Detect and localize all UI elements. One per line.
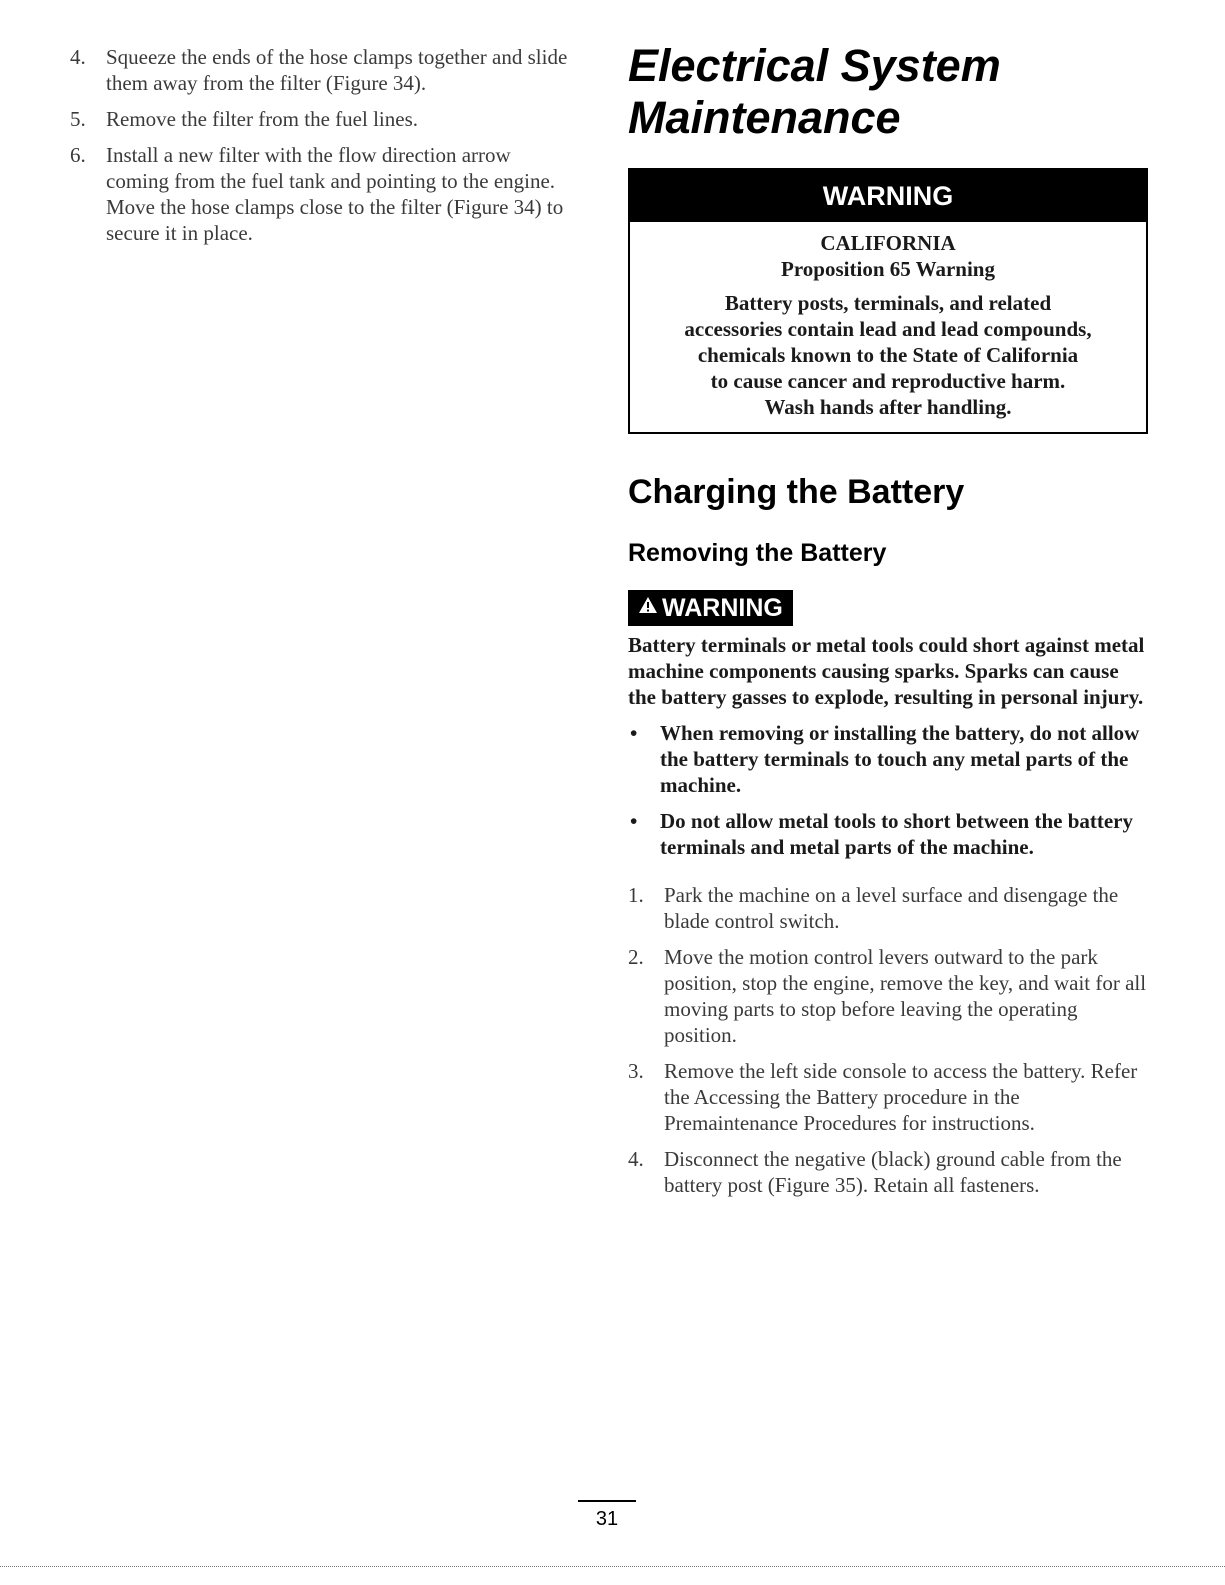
list-item: 4. Squeeze the ends of the hose clamps together and slide them away from the filter (Figure 34). [70, 45, 568, 95]
left-column [70, 44, 575, 256]
prop65-warning-body: CALIFORNIA Proposition 65 Warning Battery posts, terminals, and related accessories contain lead and lead compounds, chemicals known to the State of California to cause cancer and reproductive harm. Wash hands after handling. [684, 231, 1092, 419]
prop65-warning-header: WARNING [630, 170, 1146, 222]
list-item: • When removing or installing the battery, do not allow the battery terminals to touch any metal parts of the machine. [630, 721, 1140, 797]
bottom-divider [0, 1566, 1225, 1567]
left-step-list [70, 44, 575, 246]
page-number-rule [578, 1500, 636, 1502]
warning-triangle-icon [638, 588, 658, 624]
prop65-warning-box [628, 168, 1148, 434]
page-title: Electrical System Maintenance [628, 40, 1001, 143]
section-title: Charging the Battery [628, 473, 965, 511]
list-item: 5. Remove the filter from the fuel lines. [70, 107, 418, 131]
list-item: 1. Park the machine on a level surface and disengage the blade control switch. [628, 883, 1119, 933]
list-item: 4. Disconnect the negative (black) ground cable from the battery post (Figure 35). Retain all fasteners. [628, 1147, 1122, 1197]
subsection-title: Removing the Battery [628, 539, 887, 567]
warning-label: WARNING [628, 590, 793, 626]
list-item: 2. Move the motion control levers outward to the park position, stop the engine, remove the key, and wait for all moving parts to stop before leaving the operating position. [628, 945, 1147, 1047]
list-item: • Do not allow metal tools to short between the battery terminals and metal parts of the machine. [630, 809, 1134, 859]
page-number: 31 [595, 1508, 619, 1530]
warning-bullets [628, 720, 1148, 860]
right-step-list [628, 882, 1148, 1198]
warning-text: Battery terminals or metal tools could short against metal machine components causing sparks. Sparks can cause the battery gasses to explode, resulting in personal injury. [628, 633, 1145, 709]
list-item: 6. Install a new filter with the flow direction arrow coming from the fuel tank and pointing to the engine. Move the hose clamps close to the filter (Figure 34) to secure it in place. [70, 143, 564, 245]
right-column [628, 40, 1148, 1208]
list-item: 3. Remove the left side console to access the battery. Refer the Accessing the Battery procedure in the Premaintenance Procedures for instructions. [628, 1059, 1138, 1135]
